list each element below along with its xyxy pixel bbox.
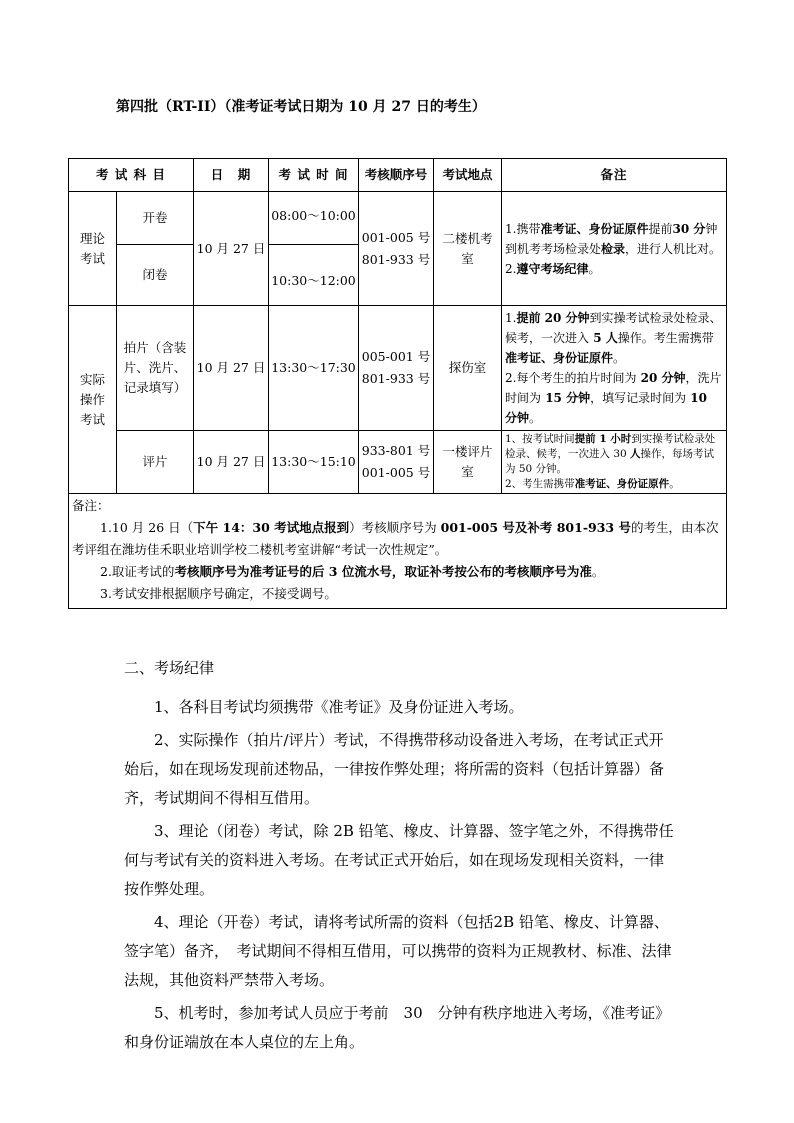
practical-review-time: 13:30～15:10 xyxy=(269,431,359,494)
practical-review: 评片 xyxy=(117,431,194,494)
header-subject: 考 试 科 目 xyxy=(69,159,194,192)
practical-review-location: 一楼评片室 xyxy=(434,431,502,494)
theory-label: 理论考试 xyxy=(69,192,117,306)
theory-time-closed: 10:30～12:00 xyxy=(269,245,359,306)
practical-film-order xyxy=(359,306,434,431)
film-order-2: 801-933 号 xyxy=(361,371,431,386)
table-row xyxy=(69,494,727,609)
review-order-1: 933-801 号 xyxy=(361,443,431,458)
header-notes: 备注 xyxy=(502,159,727,192)
practical-film-time: 13:30～17:30 xyxy=(269,306,359,431)
table-row xyxy=(69,306,727,431)
exam-rules-section xyxy=(124,654,676,1061)
practical-review-date: 10 月 27 日 xyxy=(194,431,269,494)
practical-film-note: 1.提前 20 分钟到实操考试检录处检录、候考，一次进入 5 人操作。考生需携带准考证、身份证原件。 2.每个考生的拍片时间为 20 分钟，洗片时间为 15 分钟，填写记录时间为 10 分钟。 xyxy=(502,306,727,431)
practical-review-note: 1、按考试时间提前 1 小时到实操考试检录处检录、候考，一次进入 30 人操作，每场考试为 50 分钟。 2、考生需携带准考证、身份证原件。 xyxy=(502,431,727,494)
theory-order-1: 001-005 号 xyxy=(361,229,431,245)
rule-item-1: 1、各科目考试均须携带《准考证》及身份证进入考场。 xyxy=(154,698,524,716)
theory-date: 10 月 27 日 xyxy=(194,192,269,306)
review-order-2: 001-005 号 xyxy=(361,465,431,480)
practical-film-location: 探伤室 xyxy=(434,306,502,431)
header-order: 考核顺序号 xyxy=(359,159,434,192)
theory-time-open: 08:00～10:00 xyxy=(269,192,359,245)
practical-review-order xyxy=(359,431,434,494)
rule-item-3: 3、理论（闭卷）考试，除 2B 铅笔、橡皮、计算器、签字笔之外，不得携带任何与考试有关的资料进入考场。在考试正式开始后，如在现场发现相关资料，一律按作弊处理。 xyxy=(124,822,674,898)
theory-note: 1.携带准考证、身份证原件提前30 分钟到机考考场检录处检录，进行人机比对。 2.遵守考场纪律。 xyxy=(502,192,727,306)
theory-open: 开卷 xyxy=(117,192,194,245)
theory-closed: 闭卷 xyxy=(117,245,194,306)
theory-order xyxy=(359,192,434,306)
practical-film-date: 10 月 27 日 xyxy=(194,306,269,431)
table-row xyxy=(69,192,727,245)
section-title: 二、考场纪律 xyxy=(124,659,215,677)
footnote-item-2: 2.取证考试的考核顺序号为准考证号的后 3 位流水号，取证补考按公布的考核顺序号为准。 xyxy=(100,564,605,579)
theory-location: 二楼机考室 xyxy=(434,192,502,306)
theory-order-2: 801-933 号 xyxy=(361,251,431,267)
exam-schedule-table xyxy=(68,158,727,609)
rule-item-4: 4、理论（开卷）考试，请将考试所需的资料（包括2B 铅笔、橡皮、计算器、签字笔）备齐， 考试期间不得相互借用，可以携带的资料为正规教材、标准、法律法规，其他资料严禁带入考场。 xyxy=(124,913,672,989)
page-heading: 第四批（RT-II）（准考证考试日期为 10 月 27 日的考生） xyxy=(116,99,486,115)
rule-item-2: 2、实际操作（拍片/评片）考试，不得携带移动设备进入考场，在考试正式开始后，如在现场发现前述物品，一律按作弊处理；将所需的资料（包括计算器）备齐，考试期间不得相互借用。 xyxy=(124,731,665,807)
footnote-label: 备注： xyxy=(72,498,110,513)
film-order-1: 005-001 号 xyxy=(361,349,431,364)
table-row xyxy=(69,431,727,494)
table-header-row xyxy=(69,159,727,192)
practical-label: 实际操作考试 xyxy=(69,306,117,494)
header-location: 考试地点 xyxy=(434,159,502,192)
header-time: 考 试 时 间 xyxy=(269,159,359,192)
practical-film: 拍片（含装片、洗片、记录填写） xyxy=(117,306,194,431)
rule-item-5: 5、机考时，参加考试人员应于考前 30 分钟有秩序地进入考场，《准考证》和身份证端放在本人桌位的左上角。 xyxy=(124,1004,671,1051)
table-footnote xyxy=(69,494,727,609)
footnote-item-1: 1.10 月 26 日（下午 14：30 考试地点报到）考核顺序号为 001-005 号及补考 801-933 号的考生，由本次考评组在潍坊佳禾职业培训学校二楼机考室讲解“考试一次性规定”。 xyxy=(72,520,719,557)
header-date: 日 期 xyxy=(194,159,269,192)
footnote-item-3: 3.考试安排根据顺序号确定，不接受调号。 xyxy=(100,586,337,601)
